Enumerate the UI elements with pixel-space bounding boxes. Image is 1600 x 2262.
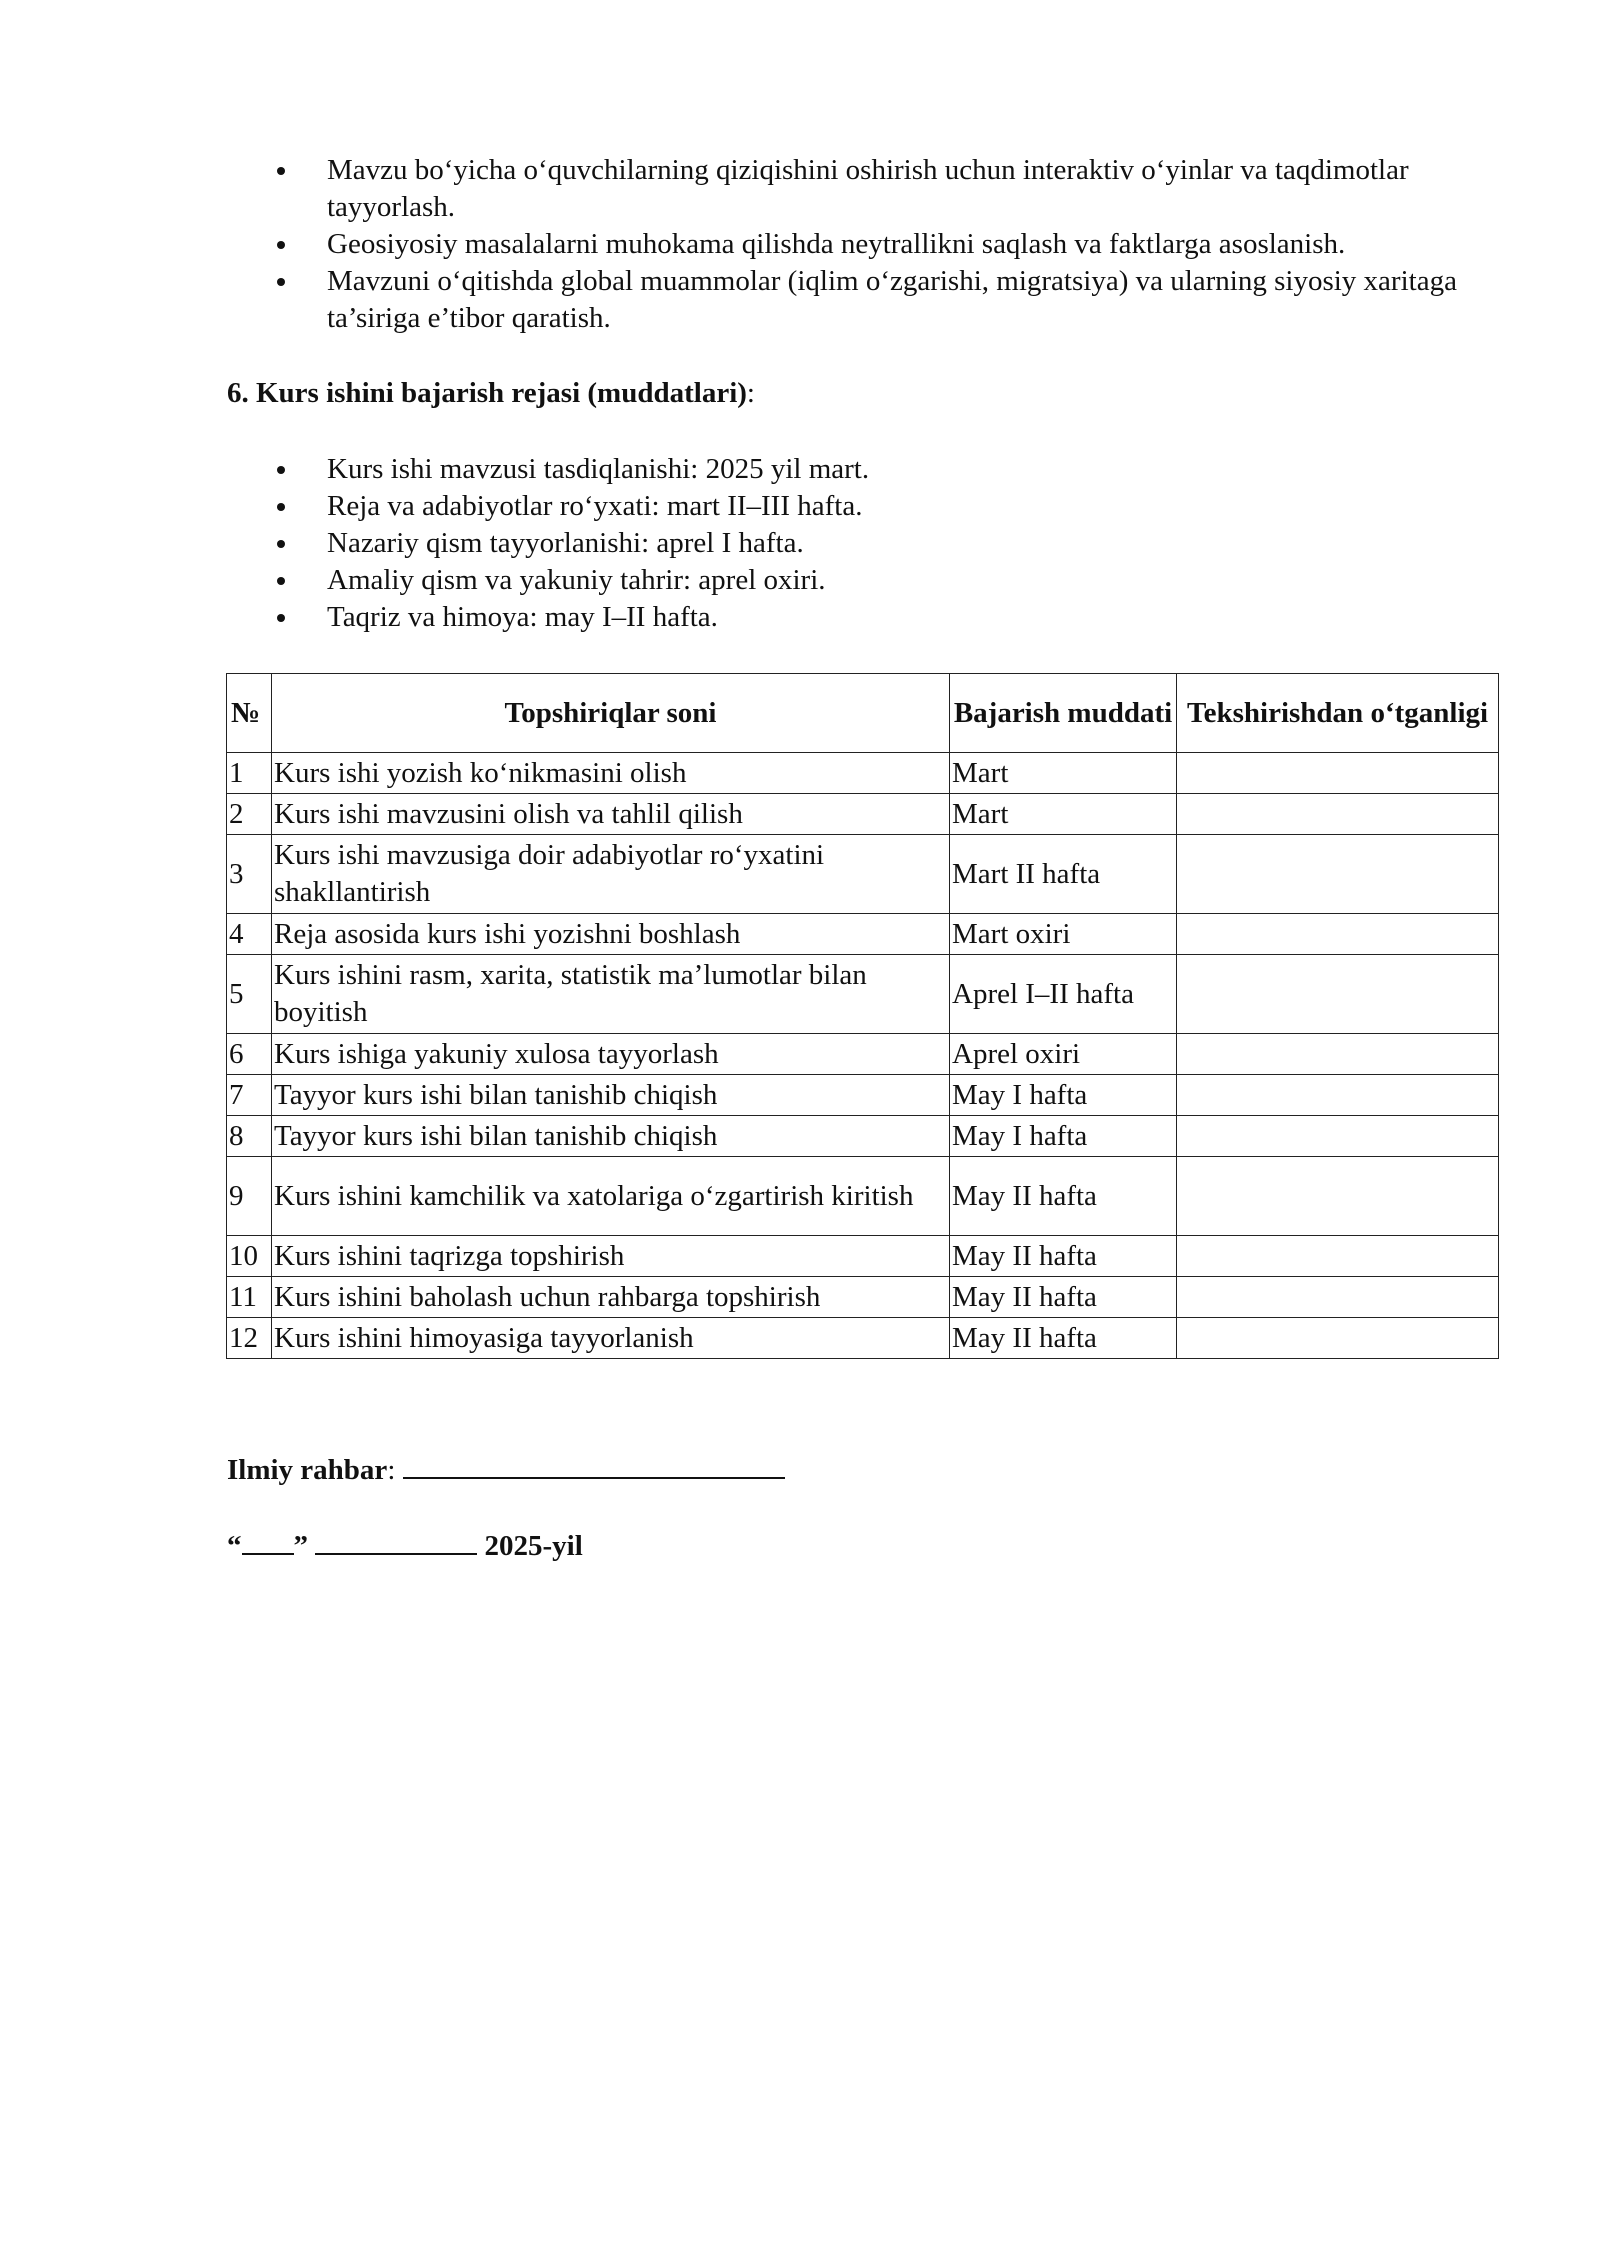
cell-task: Reja asosida kurs ishi yozishni boshlash [272, 914, 950, 955]
cell-checked [1177, 1116, 1499, 1157]
header-number: № [227, 674, 272, 753]
cell-task: Tayyor kurs ishi bilan tanishib chiqish [272, 1116, 950, 1157]
list-item [227, 152, 1497, 226]
cell-checked [1177, 1034, 1499, 1075]
cell-task: Kurs ishini himoyasiga tayyorlanish [272, 1318, 950, 1359]
list-item [227, 525, 1527, 562]
list-item-text: Mavzu bo‘yicha o‘quvchilarning qiziqishini oshirish uchun interaktiv o‘yinlar va taqdimotlar tayyorlash. [327, 154, 1409, 223]
bullet-icon [277, 540, 285, 548]
cell-task: Tayyor kurs ishi bilan tanishib chiqish [272, 1075, 950, 1116]
cell-number: 9 [227, 1157, 272, 1236]
bullet-icon [277, 241, 285, 249]
supervisor-signature-blank [403, 1449, 785, 1479]
list-item [227, 562, 1527, 599]
date-year: 2025-yil [484, 1530, 583, 1562]
supervisor-colon: : [387, 1454, 396, 1486]
section-heading-text: 6. Kurs ishini bajarish rejasi (muddatlari) [227, 377, 747, 409]
cell-deadline: Mart [950, 794, 1177, 835]
cell-task: Kurs ishini rasm, xarita, statistik ma’lumotlar bilan boyitish [272, 955, 950, 1034]
cell-task: Kurs ishini kamchilik va xatolariga o‘zgartirish kiritish [272, 1157, 950, 1236]
cell-checked [1177, 1157, 1499, 1236]
date-line [227, 1525, 583, 1565]
bullet-icon [277, 503, 285, 511]
cell-checked [1177, 1277, 1499, 1318]
cell-number: 2 [227, 794, 272, 835]
cell-task: Kurs ishini baholash uchun rahbarga topshirish [272, 1277, 950, 1318]
cell-number: 6 [227, 1034, 272, 1075]
list-item-text: Kurs ishi mavzusi tasdiqlanishi: 2025 yil mart. [327, 453, 870, 485]
cell-deadline: May II hafta [950, 1157, 1177, 1236]
bullet-icon [277, 167, 285, 175]
bullet-icon [277, 614, 285, 622]
cell-deadline: Mart [950, 753, 1177, 794]
cell-checked [1177, 1075, 1499, 1116]
list-item [227, 263, 1497, 337]
date-open-quote: “ [227, 1530, 242, 1562]
cell-deadline: May II hafta [950, 1318, 1177, 1359]
bullet-icon [277, 577, 285, 585]
list-item-text: Nazariy qism tayyorlanishi: aprel I hafta. [327, 527, 804, 559]
supervisor-label: Ilmiy rahbar [227, 1454, 388, 1486]
table-row [227, 1277, 1499, 1318]
table-row [227, 835, 1499, 914]
header-checked: Tekshirishdan o‘tganligi [1177, 674, 1499, 753]
list-item-text: Geosiyosiy masalalarni muhokama qilishda neytrallikni saqlash va faktlarga asoslanish. [327, 228, 1346, 260]
cell-checked [1177, 914, 1499, 955]
table-row [227, 955, 1499, 1034]
table-row [227, 1318, 1499, 1359]
plan-bullet-list [227, 451, 1527, 636]
list-item-text: Taqriz va himoya: may I–II hafta. [327, 601, 718, 633]
cell-checked [1177, 1236, 1499, 1277]
cell-task: Kurs ishini taqrizga topshirish [272, 1236, 950, 1277]
cell-number: 4 [227, 914, 272, 955]
cell-number: 5 [227, 955, 272, 1034]
cell-number: 8 [227, 1116, 272, 1157]
header-deadline: Bajarish muddati [950, 674, 1177, 753]
cell-task: Kurs ishi yozish ko‘nikmasini olish [272, 753, 950, 794]
supervisor-line [227, 1449, 785, 1489]
cell-task: Kurs ishiga yakuniy xulosa tayyorlash [272, 1034, 950, 1075]
cell-deadline: Mart oxiri [950, 914, 1177, 955]
list-item-text: Reja va adabiyotlar ro‘yxati: mart II–III hafta. [327, 490, 863, 522]
date-month-blank [315, 1525, 477, 1555]
intro-bullet-list [227, 152, 1497, 337]
table-row [227, 794, 1499, 835]
table-row [227, 1116, 1499, 1157]
section-heading-colon: : [746, 377, 755, 409]
list-item [227, 226, 1497, 263]
cell-number: 11 [227, 1277, 272, 1318]
bullet-icon [277, 466, 285, 474]
cell-number: 3 [227, 835, 272, 914]
cell-deadline: Aprel I–II hafta [950, 955, 1177, 1034]
list-item-text: Amaliy qism va yakuniy tahrir: aprel oxiri. [327, 564, 826, 596]
cell-deadline: Aprel oxiri [950, 1034, 1177, 1075]
table-row [227, 753, 1499, 794]
cell-checked [1177, 794, 1499, 835]
table-row [227, 1157, 1499, 1236]
section-heading [227, 375, 1527, 412]
list-item-text: Mavzuni o‘qitishda global muammolar (iqlim o‘zgarishi, migratsiya) va ularning siyosiy xaritaga ta’siriga e’tibor qaratish. [327, 265, 1457, 334]
cell-number: 12 [227, 1318, 272, 1359]
cell-task: Kurs ishi mavzusini olish va tahlil qilish [272, 794, 950, 835]
cell-number: 10 [227, 1236, 272, 1277]
cell-checked [1177, 753, 1499, 794]
cell-number: 7 [227, 1075, 272, 1116]
cell-task: Kurs ishi mavzusiga doir adabiyotlar ro‘yxatini shakllantirish [272, 835, 950, 914]
cell-deadline: May I hafta [950, 1116, 1177, 1157]
cell-deadline: Mart II hafta [950, 835, 1177, 914]
cell-checked [1177, 955, 1499, 1034]
table-row [227, 914, 1499, 955]
list-item [227, 451, 1527, 488]
table-header-row [227, 674, 1499, 753]
table-row [227, 1075, 1499, 1116]
date-close-quote: ” [293, 1530, 308, 1562]
cell-number: 1 [227, 753, 272, 794]
cell-deadline: May II hafta [950, 1236, 1177, 1277]
cell-deadline: May I hafta [950, 1075, 1177, 1116]
table-row [227, 1034, 1499, 1075]
date-day-blank [242, 1525, 294, 1555]
cell-deadline: May II hafta [950, 1277, 1177, 1318]
table-row [227, 1236, 1499, 1277]
list-item [227, 599, 1527, 636]
cell-checked [1177, 1318, 1499, 1359]
bullet-icon [277, 278, 285, 286]
schedule-table [226, 673, 1499, 1359]
header-task: Topshiriqlar soni [272, 674, 950, 753]
cell-checked [1177, 835, 1499, 914]
list-item [227, 488, 1527, 525]
